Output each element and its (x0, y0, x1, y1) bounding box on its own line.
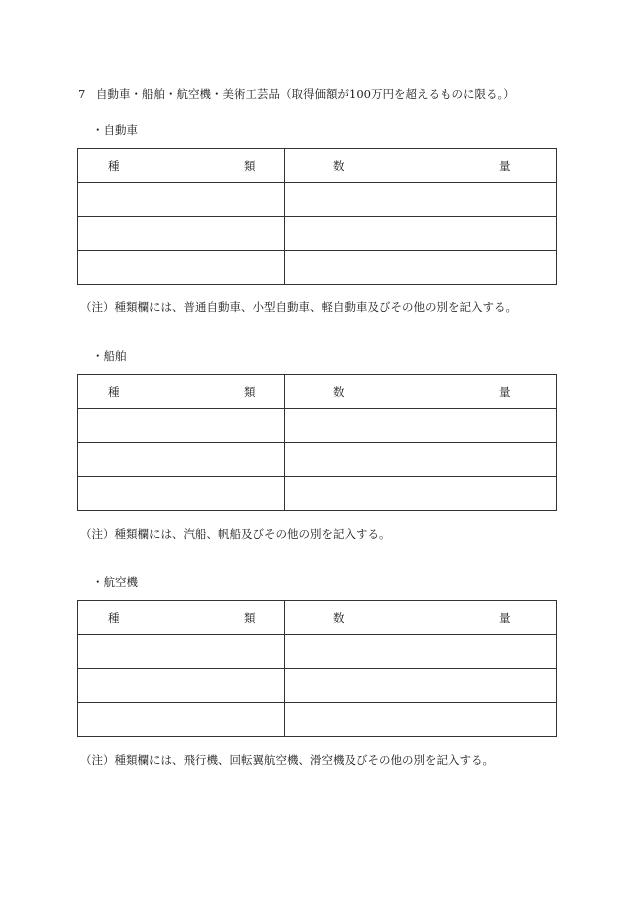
subheading-aircraft: ・航空機 (92, 575, 138, 589)
section-title: 自動車・船舶・航空機・美術工芸品（取得価額が100万円を超えるものに限る。） (96, 87, 515, 101)
table-header-row (78, 601, 557, 635)
type-header-char1: 種 (108, 159, 120, 173)
quantity-cell[interactable] (285, 251, 557, 285)
subheading-automobile: ・自動車 (92, 123, 138, 137)
table-row (78, 477, 557, 511)
type-cell[interactable] (78, 217, 285, 251)
aircraft-note: （注）種類欄には、飛行機、回転翼航空機、滑空機及びその他の別を記入する。 (80, 753, 494, 767)
quantity-header-char1: 数 (333, 611, 345, 625)
table-row (78, 183, 557, 217)
table-row (78, 217, 557, 251)
table-row (78, 669, 557, 703)
type-cell[interactable] (78, 409, 285, 443)
type-cell[interactable] (78, 635, 285, 669)
section-heading (78, 86, 515, 102)
table-row (78, 635, 557, 669)
table-row (78, 409, 557, 443)
section-number: 7 (78, 87, 86, 101)
table-header-row (78, 375, 557, 409)
type-cell[interactable] (78, 443, 285, 477)
type-cell[interactable] (78, 251, 285, 285)
quantity-cell[interactable] (285, 409, 557, 443)
type-header-char1: 種 (108, 611, 120, 625)
type-cell[interactable] (78, 183, 285, 217)
quantity-header-char2: 量 (499, 611, 511, 625)
quantity-cell[interactable] (285, 477, 557, 511)
table-row (78, 703, 557, 737)
type-header-char2: 類 (244, 159, 256, 173)
quantity-cell[interactable] (285, 669, 557, 703)
quantity-column-header (285, 601, 557, 635)
subheading-ship: ・船舶 (92, 349, 127, 363)
quantity-cell[interactable] (285, 443, 557, 477)
type-cell[interactable] (78, 669, 285, 703)
type-header-char2: 類 (244, 611, 256, 625)
quantity-header-char1: 数 (333, 385, 345, 399)
type-header-char1: 種 (108, 385, 120, 399)
type-header-char2: 類 (244, 385, 256, 399)
ship-note: （注）種類欄には、汽船、帆船及びその他の別を記入する。 (80, 527, 391, 541)
aircraft-table (77, 600, 557, 737)
automobile-table (77, 148, 557, 285)
ship-table (77, 374, 557, 511)
quantity-header-char2: 量 (499, 385, 511, 399)
quantity-header-char1: 数 (333, 159, 345, 173)
type-column-header (78, 601, 285, 635)
table-row (78, 251, 557, 285)
table-header-row (78, 149, 557, 183)
quantity-column-header (285, 375, 557, 409)
quantity-cell[interactable] (285, 183, 557, 217)
quantity-cell[interactable] (285, 217, 557, 251)
quantity-column-header (285, 149, 557, 183)
table-row (78, 443, 557, 477)
type-column-header (78, 149, 285, 183)
quantity-header-char2: 量 (499, 159, 511, 173)
quantity-cell[interactable] (285, 703, 557, 737)
quantity-cell[interactable] (285, 635, 557, 669)
type-cell[interactable] (78, 703, 285, 737)
type-column-header (78, 375, 285, 409)
automobile-note: （注）種類欄には、普通自動車、小型自動車、軽自動車及びその他の別を記入する。 (80, 300, 517, 314)
type-cell[interactable] (78, 477, 285, 511)
